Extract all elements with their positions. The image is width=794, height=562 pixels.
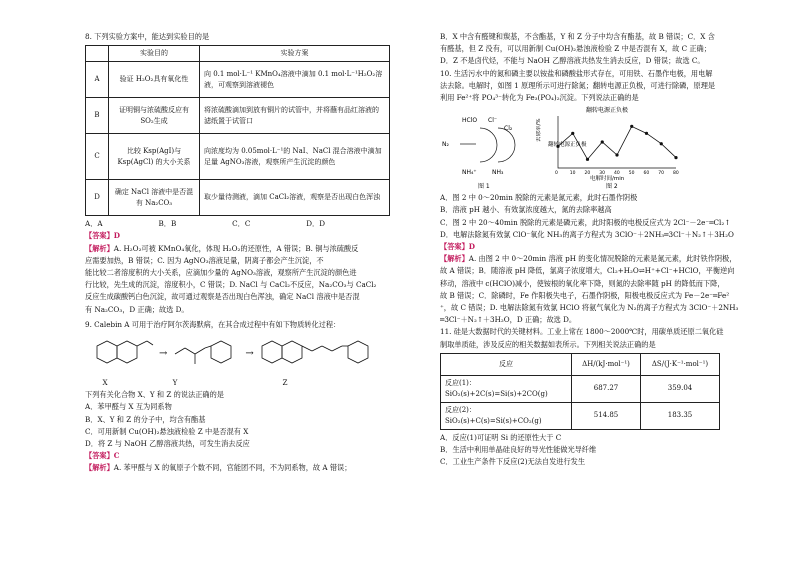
q11-stem: 11. 硅是大数据时代的关键材料。工业上常在 1800～2000℃时，用碳单质还原二氧化硅 (440, 327, 724, 337)
q11-header-reaction: 反应 (441, 353, 572, 375)
answer-value: D (468, 242, 475, 252)
answer-value: C (113, 451, 120, 461)
q8-row-goal: 比较 Ksp(AgI)与 Ksp(AgCl) 的大小关系 (109, 134, 200, 180)
q8-header-goal: 实验目的 (109, 46, 200, 62)
reaction-arrow-icon: → (245, 347, 254, 359)
fig2-ylabel: 去除率/% (536, 118, 542, 143)
q8-option-d: D．D (306, 219, 325, 229)
table-row (86, 134, 390, 180)
q11-header-ds: ΔS/(J·K⁻¹·mol⁻¹) (641, 353, 720, 375)
fig1-caption: 图 1 (478, 183, 490, 191)
data-point (630, 125, 633, 128)
x-tick-label: 60 (643, 171, 650, 177)
q8-row-goal: 证明铜与浓硫酸反应有 SO₂生成 (109, 98, 200, 134)
answer-label: 【答案】 (440, 242, 469, 252)
q10-answer (440, 241, 770, 253)
q8-stem: 8. 下列实验方案中，能达到实验目的是 (85, 32, 210, 41)
q11-choice-a: A．反应(1)可证明 Si 的还原性大于 C (440, 432, 562, 442)
x-tick-label: 30 (599, 171, 605, 177)
q8-row-label: B (86, 98, 109, 134)
q9-structures (85, 333, 390, 375)
q11-cell-reaction: 反应(1)：SiO₂(s)+2C(s)=Si(s)+2CO(g) (441, 375, 572, 402)
label-z: Z (282, 378, 288, 388)
table-row (441, 375, 720, 402)
q9-choice-b: B．X、Y 和 Z 的分子中，均含有酯基 (85, 414, 206, 424)
data-point (571, 132, 574, 135)
q10-choice-c: C．图 2 中 20～40min 脱除的元素是磷元素，此时阳极的电极反应式为 2Cl⁻－2e⁻═Cl₂↑ (440, 217, 731, 227)
q10-choice-a: A．图 2 中 0～20min 脱除的元素是氮元素，此时石墨作阴极 (440, 193, 638, 203)
table-row (441, 402, 720, 429)
q10-analysis-line: ═3Cl⁻＋N₂↑＋3H₂O，D 正确；故选 D。 (440, 315, 577, 325)
answer-label: 【答案】 (85, 451, 114, 461)
q9-answer (85, 450, 390, 462)
q8-row-plan: 将浓硫酸滴加到放有铜片的试管中，并将蘸有品红溶液的滤纸置于试管口 (200, 98, 390, 134)
q10-analysis-line (440, 253, 770, 265)
q10-analysis-line: 故 A 错误；B．随溶液 pH 降低，氯离子浓度增大，Cl₂+H₂O⇌H⁺+Cl⁻+HClO，平衡逆向 (440, 266, 735, 276)
table-row (86, 98, 390, 134)
q11-choice-c: C．工业生产条件下反应(2)无法自发进行发生 (440, 457, 586, 467)
q8-analysis-line: 行比较，先生成的沉淀，溶度积小，C 错误；D. NaCl 与 CaCl₂不反应，Na₂CO₃与 CaCl₂ (85, 280, 377, 290)
fig1-label-cl2: Cl₂ (504, 125, 513, 133)
table-row (86, 180, 390, 216)
q11-cell-reaction: 反应(2)：SiO₂(s)+C(s)=Si(s)+CO₂(g) (441, 402, 572, 429)
q11-choice-b: B．生活中利用单晶硅良好的导光性能做光导纤维 (440, 445, 597, 455)
q9-prompt: 下列有关化合物 X、Y 和 Z 的说法正确的是 (85, 390, 224, 400)
figure-1-diagram (440, 106, 530, 190)
q11-cell-ds: 359.04 (641, 375, 720, 402)
q11-header-dh: ΔH/(kJ·mol⁻¹) (572, 353, 641, 375)
q11-cell-ds: 183.35 (641, 402, 720, 429)
analysis-label: 【解析】 (85, 463, 114, 473)
q11-stem: 制取单质硅，涉及反应的相关数据如表所示。下列相关说法正确的是 (440, 339, 656, 349)
q8-option-b: B．B (158, 219, 177, 229)
fig1-label-nh4: NH₄⁺ (462, 169, 477, 177)
q11-cell-dh: 687.27 (572, 375, 641, 402)
q10-stem: 法去除。电解时，如图 1 原理所示可进行除氮；翻转电源正负极，可进行除磷，原理是 (440, 80, 716, 90)
q8-option-a: A．A (85, 219, 103, 229)
q9-stem: 9. Calebin A 可用于治疗阿尔茨海默病，在其合成过程中有如下物质转化过程： (85, 319, 341, 329)
x-tick-label: 70 (658, 171, 664, 177)
analysis-text: A. 苯甲醛与 X 的氧原子个数不同，官能团不同，不为同系物，故 A 错误； (113, 463, 352, 473)
answer-label: 【答案】 (85, 231, 114, 241)
q8-header-blank (86, 46, 109, 62)
q9-choice-a: A．苯甲醛与 X 互为同系物 (85, 402, 172, 412)
q9-choice-c: C．可用新制 Cu(OH)₂悬浊液检验 Z 中是否混有 X (85, 426, 249, 436)
q11-cell-dh: 514.85 (572, 402, 641, 429)
fig1-label-hclo: HClO (462, 117, 478, 125)
q8-analysis-line: 能比较二者溶度积的大小关系，应滴加少量的 AgNO₃溶液，观察所产生沉淀的颜色进 (85, 268, 357, 278)
molecule-y-structure (171, 336, 241, 372)
q8-row-plan: 向浓度均为 0.05mol·L⁻¹的 NaI、NaCl 混合溶液中滴加足量 AgNO₃溶液，观察所产生沉淀的颜色 (200, 134, 390, 180)
analysis-text: A. 由图 2 中 0～20min 溶液 pH 的变化情况脱除的元素是氮元素，此时铁作阴极， (468, 254, 737, 264)
q9-analysis (85, 462, 390, 474)
fig2-xlabel: 电解时间/min (590, 176, 625, 183)
q8-row-label: D (86, 180, 109, 216)
q9-choice-d: D．将 Z 与 NaOH 乙醇溶液共热，可发生消去反应 (85, 439, 250, 449)
analysis-label: 【解析】 (440, 254, 469, 264)
analysis-text: A. H₂O₂可被 KMnO₄氧化，体现 H₂O₂的还原性，A 错误；B. 铜与浓硫酸反 (113, 243, 359, 253)
molecule-x-structure (85, 336, 155, 372)
q8-analysis-line: 应需要加热，B 错误；C. 因为 AgNO₃溶液足量，阴离子都会产生沉淀，不 (85, 255, 324, 265)
continuation-line: D．Z 不是卤代烃，不能与 NaOH 乙醇溶液共热发生消去反应，D 错误；故选 C。 (440, 56, 705, 66)
q8-analysis-line: 有 Na₂CO₃，D 正确；故选 D。 (85, 304, 189, 314)
fig1-label-nh3: NH₃ (492, 169, 504, 177)
q10-choice-d: D．电解法除氮有效氯 ClO⁻氧化 NH₃的离子方程式为 3ClO⁻＋2NH₃═3Cl⁻＋N₂↑＋3H₂O (440, 229, 734, 239)
q8-options (85, 218, 325, 230)
q8-row-label: A (86, 62, 109, 98)
table-row (86, 62, 390, 98)
fig1-label-n2: N₂ (442, 141, 449, 149)
q9-molecule-labels (85, 377, 390, 389)
right-column (440, 0, 770, 468)
left-column (85, 0, 390, 475)
q10-figures (440, 106, 770, 190)
data-point (674, 156, 677, 159)
q8-answer (85, 230, 390, 242)
reaction-arrow-icon: → (159, 347, 168, 359)
label-y: Y (172, 378, 178, 388)
x-tick-label: 50 (628, 171, 635, 177)
analysis-label: 【解析】 (85, 243, 114, 253)
data-point (645, 132, 648, 135)
data-point (586, 158, 589, 161)
fig2-caption: 图 2 (606, 183, 618, 191)
continuation-line: B．X 中含有醛键和羰基，不含酯基，Y 和 Z 分子中均含有酯基，故 B 错误；C．X 含 (440, 32, 715, 41)
q11-table-header (441, 353, 720, 375)
x-tick-label: 0 (555, 171, 558, 177)
x-tick-label: 20 (584, 171, 591, 177)
q10-analysis-line: 故 B 错误；C．除磷时，Fe 作阳极失电子，石墨作阴极，阳极电极反应式为 Fe－2e⁻═Fe² (440, 290, 730, 300)
q10-analysis-line: 移动，溶液中 c(HClO)减小，使铵根的氧化率下降，则氮的去除率随 pH 的降低而下降， (440, 278, 725, 288)
x-tick-label: 10 (569, 171, 576, 177)
q8-table-header (86, 46, 390, 62)
fig2-annotation-2: 翻转电源正负极 (548, 142, 587, 149)
q11-table (440, 353, 720, 430)
x-tick-label: 40 (614, 171, 620, 177)
data-point (601, 141, 604, 144)
q8-row-plan: 取少量待测液，滴加 CaCl₂溶液，观察是否出现白色浑浊 (200, 180, 390, 216)
fig2-annotation-1: 翻转电源正负极 (586, 107, 629, 115)
q10-stem: 利用 Fe²⁺将 PO₄³⁻转化为 Fe₃(PO₄)₂沉淀。下列说法正确的是 (440, 93, 639, 103)
fig1-label-cl: Cl⁻ (488, 117, 498, 125)
figure-2-chart (536, 106, 686, 190)
data-point (615, 154, 618, 157)
q10-stem: 10. 生活污水中的氮和磷主要以铵盐和磷酸盐形式存在，可用铁、石墨作电极，用电解 (440, 68, 713, 78)
label-x: X (102, 378, 108, 388)
data-point (660, 142, 663, 145)
q8-table (85, 45, 390, 216)
q8-row-label: C (86, 134, 109, 180)
q10-analysis-line: ⁺，故 C 错误；D. 电解法除氮有效氯 HClO 将氨气氧化为 N₂的离子方程式为 3ClO⁻＋2NH₃ (440, 303, 739, 313)
q8-header-plan: 实验方案 (200, 46, 390, 62)
q8-analysis-line: 反应生成碳酸钙白色沉淀，故可通过观察是否出现白色浑浊，确定 NaCl 溶液中是否混 (85, 292, 360, 302)
q10-choice-b: B．溶液 pH 越小、有效氯浓度越大，氮的去除率越高 (440, 205, 612, 215)
q8-row-goal: 确定 NaCl 溶液中是否混有 Na₂CO₃ (109, 180, 200, 216)
molecule-z-structure (258, 336, 378, 372)
q8-row-goal: 验证 H₂O₂具有氧化性 (109, 62, 200, 98)
q8-option-c: C．C (232, 219, 251, 229)
q8-row-plan: 向 0.1 mol·L⁻¹ KMnO₄溶液中滴加 0.1 mol·L⁻¹H₂O₂溶液，可观察到溶液褪色 (200, 62, 390, 98)
continuation-line: 有醛基，但 Z 没有，可以用新制 Cu(OH)₂悬浊液检验 Z 中是否混有 X，故 C 正确； (440, 44, 711, 54)
answer-value: D (113, 231, 120, 241)
x-tick-label: 80 (673, 171, 679, 177)
q8-analysis-line (85, 243, 390, 255)
